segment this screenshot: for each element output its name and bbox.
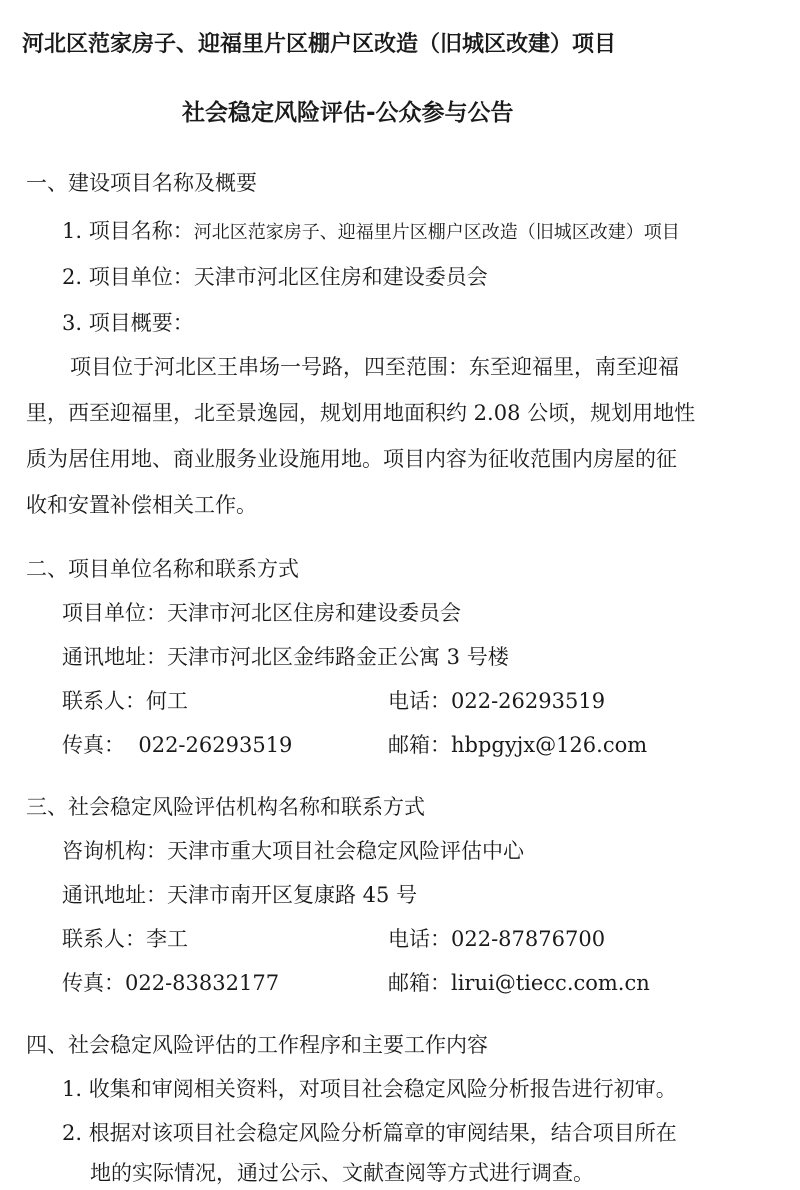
section1-item3 xyxy=(62,308,194,338)
section3-fax: 传真：022-83832177 xyxy=(62,971,280,995)
section3-org: 咨询机构：天津市重大项目社会稳定风险评估中心 xyxy=(62,839,524,863)
section2-fax: 传真： 022-26293519 xyxy=(62,733,293,757)
section4-item2-text: 根据对该项目社会稳定风险分析篇章的审阅结果，结合项目所在 xyxy=(88,1121,677,1145)
section3-contact: 联系人：李工 xyxy=(62,927,188,951)
section3-phone: 电话：022-87876700 xyxy=(388,927,606,951)
section4-item2 xyxy=(62,1118,677,1148)
section1-item2-text: 项目单位：天津市河北区住房和建设委员会 xyxy=(88,265,488,289)
section4-heading: 四、社会稳定风险评估的工作程序和主要工作内容 xyxy=(26,1033,488,1057)
section2-heading: 二、项目单位名称和联系方式 xyxy=(26,557,299,581)
document-title-line2: 社会稳定风险评估-公众参与公告 xyxy=(182,100,514,126)
section4-item1 xyxy=(62,1074,677,1104)
section1-item1-num: 1. xyxy=(62,219,83,243)
section1-item1-label: 项目名称： xyxy=(88,219,194,243)
section1-item2 xyxy=(62,262,488,292)
section1-item3-num: 3. xyxy=(62,311,83,335)
section4-item2-continued: 地的实际情况，通过公示、文献查阅等方式进行调查。 xyxy=(90,1161,594,1185)
section1-heading: 一、建设项目名称及概要 xyxy=(26,171,257,195)
section1-item2-num: 2. xyxy=(62,265,83,289)
section2-email: 邮箱：hbpgyjx@126.com xyxy=(388,733,648,757)
section4-item1-text: 收集和审阅相关资料，对项目社会稳定风险分析报告进行初审。 xyxy=(88,1077,677,1101)
section2-unit: 项目单位：天津市河北区住房和建设委员会 xyxy=(62,601,461,625)
section1-item3-text: 项目概要： xyxy=(88,311,194,335)
section2-contact: 联系人：何工 xyxy=(62,689,188,713)
section1-para-line3: 质为居住用地、商业服务业设施用地。项目内容为征收范围内房屋的征 xyxy=(26,447,677,471)
document-title-line1: 河北区范家房子、迎福里片区棚户区改造（旧城区改建）项目 xyxy=(22,32,617,57)
section1-para-line4: 收和安置补偿相关工作。 xyxy=(26,493,257,517)
section4-item1-num: 1. xyxy=(62,1077,83,1101)
section1-item1-value: 河北区范家房子、迎福里片区棚户区改造（旧城区改建）项目 xyxy=(193,222,680,243)
section3-email: 邮箱：lirui@tiecc.com.cn xyxy=(388,971,650,995)
section1-item1 xyxy=(62,216,680,248)
section1-para-line1: 项目位于河北区王串场一号路，四至范围：东至迎福里，南至迎福 xyxy=(70,355,679,379)
section3-heading: 三、社会稳定风险评估机构名称和联系方式 xyxy=(26,795,425,819)
section3-address: 通讯地址：天津市南开区复康路 45 号 xyxy=(62,883,418,907)
section4-item2-num: 2. xyxy=(62,1121,83,1145)
section2-address: 通讯地址：天津市河北区金纬路金正公寓 3 号楼 xyxy=(62,645,509,669)
section1-para-line2: 里，西至迎福里，北至景逸园，规划用地面积约 2.08 公顷，规划用地性 xyxy=(26,401,696,425)
section2-phone: 电话：022-26293519 xyxy=(388,689,606,713)
